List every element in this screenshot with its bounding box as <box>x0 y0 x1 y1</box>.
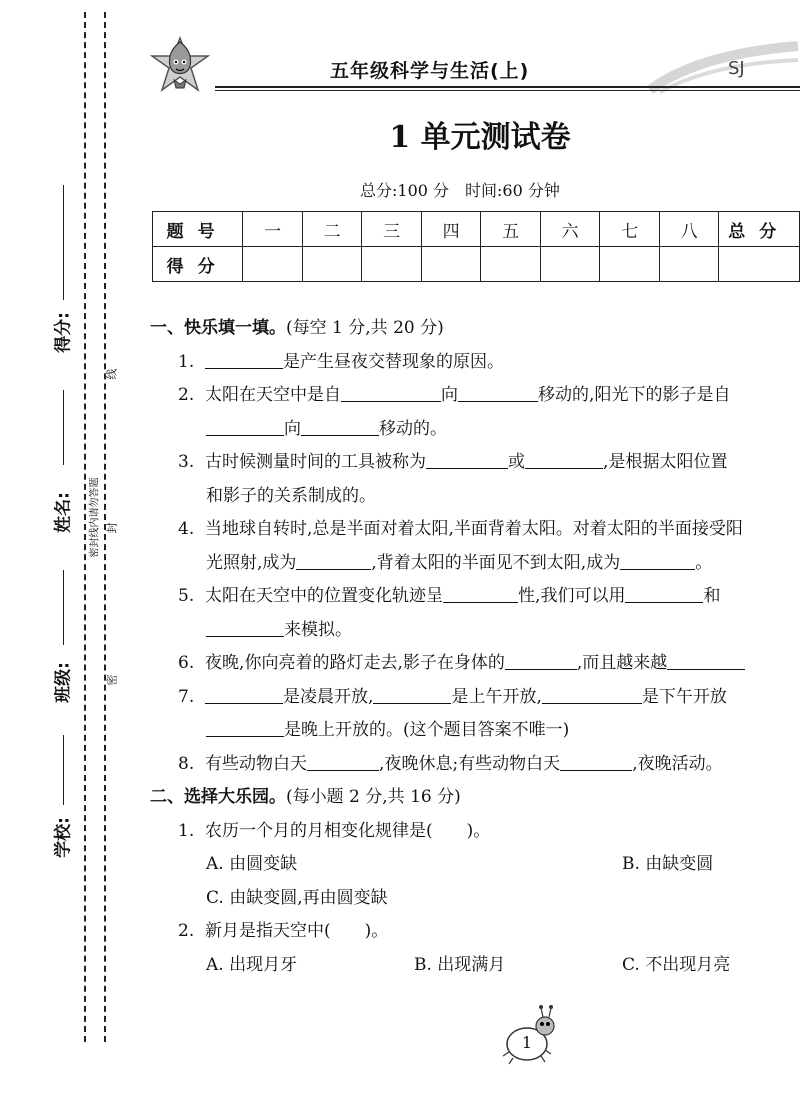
answer-blank[interactable] <box>525 448 603 469</box>
answer-blank[interactable] <box>458 381 538 402</box>
question-1-5-cont <box>150 614 800 648</box>
question-1-6 <box>150 647 800 681</box>
score-row-label: 得分 <box>153 247 243 282</box>
question-text: 向 <box>284 418 301 439</box>
star-mascot-icon <box>148 34 212 96</box>
question-text: ,夜晚活动。 <box>632 753 723 774</box>
answer-blank[interactable] <box>205 683 283 704</box>
question-text: 新月是指天空中( )。 <box>205 921 389 941</box>
answer-blank[interactable] <box>625 582 703 603</box>
header-cell-total: 总分 <box>719 212 800 247</box>
name-line <box>63 390 64 465</box>
question-number: 1. <box>178 820 195 841</box>
question-number: 3. <box>178 452 195 472</box>
question-1-4-cont <box>150 547 800 581</box>
score-cell[interactable] <box>302 247 362 282</box>
score-line <box>63 185 64 300</box>
question-text: 太阳在天空中是自 <box>205 385 342 405</box>
question-text: 有些动物白天 <box>205 753 308 774</box>
question-text: 是晚上开放的。(这个题目答案不唯一) <box>284 720 570 740</box>
question-text: 光照射,成为 <box>206 552 297 573</box>
question-1-4 <box>150 513 800 547</box>
header-rule <box>215 86 800 88</box>
question-1-7-cont <box>150 714 800 748</box>
question-number: 5. <box>178 586 195 606</box>
school-label: 学校: <box>53 817 74 858</box>
question-2-1-option-c-row <box>150 882 800 916</box>
question-text: ,是根据太阳位置 <box>603 452 728 472</box>
answer-blank[interactable] <box>443 582 518 603</box>
school-line <box>63 735 64 805</box>
question-1-2-cont <box>150 413 800 447</box>
section-1-note: (每空 1 分,共 20 分) <box>286 318 444 338</box>
question-1-8 <box>150 748 800 782</box>
question-1-3 <box>150 446 800 480</box>
question-2-2 <box>150 915 800 949</box>
question-number: 4. <box>178 519 195 539</box>
score-table-score-row <box>153 247 800 282</box>
question-number: 8. <box>178 753 195 774</box>
answer-blank[interactable] <box>206 716 284 737</box>
answer-blank[interactable] <box>620 549 695 570</box>
answer-blank[interactable] <box>301 415 379 436</box>
answer-blank[interactable] <box>542 683 642 704</box>
answer-blank[interactable] <box>206 415 284 436</box>
score-field <box>26 300 96 370</box>
question-1-3-cont <box>150 480 800 514</box>
class-line <box>63 570 64 645</box>
score-time-info: 总分:100 分 时间:60 分钟 <box>360 181 560 200</box>
score-cell[interactable] <box>362 247 422 282</box>
header-cell-5: 五 <box>481 212 541 247</box>
score-table <box>152 211 800 282</box>
seal-note: 密封线内请勿答题 <box>89 477 101 558</box>
score-cell[interactable] <box>540 247 600 282</box>
header-rule-thin <box>215 90 800 91</box>
header-cell-7: 七 <box>600 212 660 247</box>
answer-blank[interactable] <box>667 649 745 670</box>
question-text: 。 <box>695 552 713 573</box>
question-1-2 <box>150 379 800 413</box>
question-text: ,而且越来越 <box>576 653 668 673</box>
name-label: 姓名: <box>53 492 74 533</box>
question-number: 2. <box>178 921 195 941</box>
answer-blank[interactable] <box>296 549 371 570</box>
question-text: 是凌晨开放, <box>283 686 374 707</box>
answer-blank[interactable] <box>307 750 379 771</box>
option-c[interactable]: C. 不出现月亮 <box>622 954 731 975</box>
answer-blank[interactable] <box>205 348 283 369</box>
question-text: ,夜晚休息;有些动物白天 <box>379 753 561 774</box>
header-cell-1: 一 <box>243 212 303 247</box>
header-cell-4: 四 <box>421 212 481 247</box>
score-cell[interactable] <box>659 247 719 282</box>
question-text: 移动的,阳光下的影子是自 <box>538 385 731 405</box>
question-text: 是产生昼夜交替现象的原因。 <box>283 351 505 372</box>
option-b[interactable]: B. 由缺变圆 <box>622 854 714 874</box>
section-1-heading <box>150 312 800 346</box>
question-text: 是下午开放 <box>641 686 727 707</box>
header-cell-label: 题号 <box>153 212 243 247</box>
answer-blank[interactable] <box>373 683 451 704</box>
score-table-header-row <box>153 212 800 247</box>
seal-char-seal: 封 <box>105 522 119 534</box>
class-label: 班级: <box>53 662 74 703</box>
seal-char-secret: 密 <box>105 674 119 686</box>
score-label: 得分: <box>53 312 74 353</box>
question-2-1-options <box>150 848 800 882</box>
book-title: 五年级科学与生活(上) <box>330 60 530 82</box>
school-field <box>26 805 96 875</box>
header-cell-6: 六 <box>540 212 600 247</box>
question-1-5 <box>150 580 800 614</box>
score-cell[interactable] <box>421 247 481 282</box>
page-title: 1 单元测试卷 <box>389 120 571 155</box>
header-cell-8: 八 <box>659 212 719 247</box>
question-number: 1. <box>178 351 195 372</box>
exam-content <box>150 312 800 982</box>
question-text: 是上午开放, <box>451 686 542 707</box>
score-cell[interactable] <box>600 247 660 282</box>
question-text: 夜晚,你向亮着的路灯走去,影子在身体的 <box>205 653 505 673</box>
option-a[interactable]: A. 由圆变缺 <box>206 854 298 874</box>
answer-blank[interactable] <box>560 750 632 771</box>
page-number: 1 <box>521 1033 533 1052</box>
option-b[interactable]: B. 出现满月 <box>414 954 506 975</box>
question-number: 7. <box>178 686 195 707</box>
question-text: 性,我们可以用 <box>518 586 626 606</box>
option-c[interactable]: C. 由缺变圆,再由圆变缺 <box>206 887 388 908</box>
question-text: 和 <box>703 586 721 606</box>
header-cell-2: 二 <box>302 212 362 247</box>
question-number: 6. <box>178 653 195 673</box>
option-a[interactable]: A. 出现月牙 <box>206 954 298 975</box>
question-2-2-options <box>150 949 800 983</box>
section-1-title: 一、快乐填一填。 <box>150 318 286 338</box>
answer-blank[interactable] <box>341 381 441 402</box>
question-1-7 <box>150 681 800 715</box>
section-2-title: 二、选择大乐园。 <box>150 787 286 807</box>
header-cell-3: 三 <box>362 212 422 247</box>
question-text: 和影子的关系制成的。 <box>206 485 376 506</box>
score-cell[interactable] <box>243 247 303 282</box>
question-text: 农历一个月的月相变化规律是( )。 <box>205 820 491 841</box>
feather-decoration-icon <box>640 40 800 100</box>
answer-blank[interactable] <box>206 616 284 637</box>
score-cell[interactable] <box>481 247 541 282</box>
question-text: 当地球自转时,总是半面对着太阳,半面背着太阳。对着太阳的半面接受阳 <box>205 519 743 539</box>
class-field <box>26 650 96 720</box>
question-text: 或 <box>508 452 526 472</box>
section-2-note: (每小题 2 分,共 16 分) <box>286 787 461 807</box>
question-2-1 <box>150 815 800 849</box>
score-cell-total[interactable] <box>719 247 800 282</box>
question-text: 太阳在天空中的位置变化轨迹呈 <box>205 586 444 606</box>
question-text: ,背着太阳的半面见不到太阳,成为 <box>371 552 621 573</box>
answer-blank[interactable] <box>426 448 508 469</box>
question-number: 2. <box>178 385 195 405</box>
seal-char-line: 线 <box>105 368 119 380</box>
answer-blank[interactable] <box>505 649 577 670</box>
section-2-heading <box>150 781 800 815</box>
question-text: 移动的。 <box>379 418 447 439</box>
question-text: 古时候测量时间的工具被称为 <box>205 452 427 472</box>
question-text: 向 <box>441 385 459 405</box>
question-text: 来模拟。 <box>284 619 352 640</box>
edition-mark: SJ <box>728 58 745 79</box>
question-1-1 <box>150 346 800 380</box>
